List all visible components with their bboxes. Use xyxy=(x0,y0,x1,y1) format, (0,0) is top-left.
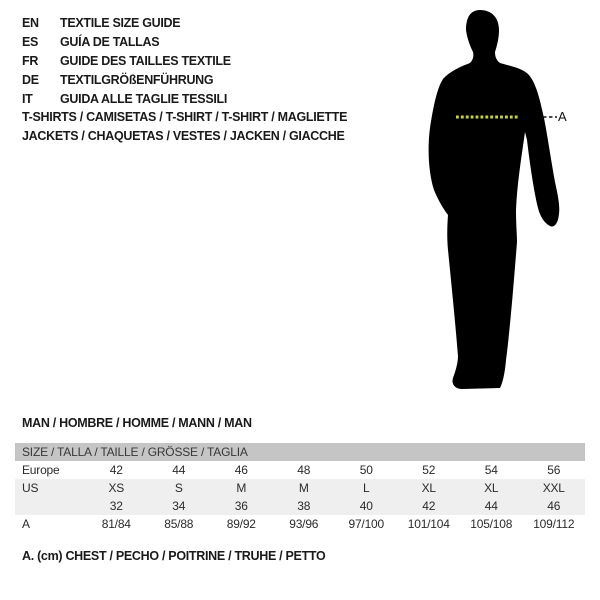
size-cell: 105/108 xyxy=(470,517,513,531)
row-label: US xyxy=(15,479,85,497)
size-cell: 32 xyxy=(85,497,148,515)
size-cell: 38 xyxy=(273,497,336,515)
size-cell: XS xyxy=(85,479,148,497)
lang-code: EN xyxy=(22,15,39,30)
table-row-us xyxy=(15,479,585,497)
measurement-footnote: A. (cm) CHEST / PECHO / POITRINE / TRUHE / PETTO xyxy=(22,549,326,563)
man-silhouette-figure xyxy=(410,0,600,400)
lang-title: TEXTILE SIZE GUIDE xyxy=(60,15,181,30)
size-cell: 44 xyxy=(460,497,523,515)
measure-label-a: A xyxy=(558,109,567,124)
size-table-header-row xyxy=(15,443,585,461)
size-cell: 97/100 xyxy=(348,517,384,531)
category-tshirts: T-SHIRTS / CAMISETAS / T-SHIRT / T-SHIRT / MAGLIETTE xyxy=(22,110,348,124)
lang-title: GUIDE DES TAILLES TEXTILE xyxy=(60,53,231,68)
size-cell: 42 xyxy=(398,497,461,515)
man-silhouette-svg xyxy=(410,0,600,400)
size-cell: 85/88 xyxy=(164,517,194,531)
size-cell: 46 xyxy=(234,463,248,477)
lang-code: ES xyxy=(22,34,39,49)
lang-code: DE xyxy=(22,72,39,87)
size-cell: 109/112 xyxy=(533,517,575,531)
table-row-numeric xyxy=(15,497,585,515)
size-cell: 81/84 xyxy=(101,517,131,531)
size-cell: 93/96 xyxy=(289,517,319,531)
size-cell: 101/104 xyxy=(407,517,450,531)
size-cell: 89/92 xyxy=(226,517,256,531)
size-cell: 42 xyxy=(109,463,123,477)
size-cell: 48 xyxy=(297,463,311,477)
garment-categories xyxy=(22,108,347,146)
size-cell: 44 xyxy=(172,463,186,477)
lang-title: GUIDA ALLE TAGLIE TESSILI xyxy=(60,91,228,106)
size-cell: 50 xyxy=(359,463,373,477)
size-cell: 40 xyxy=(335,497,398,515)
size-cell: 46 xyxy=(523,497,586,515)
size-table-header: SIZE / TALLA / TAILLE / GRÖSSE / TAGLIA xyxy=(15,443,585,461)
size-table xyxy=(15,443,585,533)
table-row-chest-cm xyxy=(15,515,585,533)
size-cell: 34 xyxy=(148,497,211,515)
size-cell: XL xyxy=(460,479,523,497)
lang-code: FR xyxy=(22,53,39,68)
man-silhouette-shape xyxy=(429,10,560,389)
lang-row-en xyxy=(22,13,231,32)
lang-title: TEXTILGRÖßENFÜHRUNG xyxy=(60,72,214,87)
size-cell: S xyxy=(148,479,211,497)
lang-row-fr xyxy=(22,51,231,70)
row-label xyxy=(15,497,85,515)
table-row-europe xyxy=(15,461,585,479)
lang-row-es xyxy=(22,32,231,51)
size-cell: M xyxy=(273,479,336,497)
size-cell: 54 xyxy=(484,463,498,477)
size-cell: XXL xyxy=(523,479,586,497)
lang-code: IT xyxy=(22,91,33,106)
lang-row-it xyxy=(22,89,231,108)
gender-heading: MAN / HOMBRE / HOMME / MANN / MAN xyxy=(22,416,252,430)
row-label: Europe xyxy=(22,463,60,477)
language-title-list xyxy=(22,13,231,108)
lang-row-de xyxy=(22,70,231,89)
size-cell: 36 xyxy=(210,497,273,515)
row-label: A xyxy=(22,517,30,531)
category-jackets: JACKETS / CHAQUETAS / VESTES / JACKEN / GIACCHE xyxy=(22,129,345,143)
lang-title: GUÍA DE TALLAS xyxy=(60,34,160,49)
size-cell: XL xyxy=(398,479,461,497)
size-cell: M xyxy=(210,479,273,497)
size-cell: 56 xyxy=(547,463,561,477)
size-cell: 52 xyxy=(422,463,436,477)
size-cell: L xyxy=(335,479,398,497)
